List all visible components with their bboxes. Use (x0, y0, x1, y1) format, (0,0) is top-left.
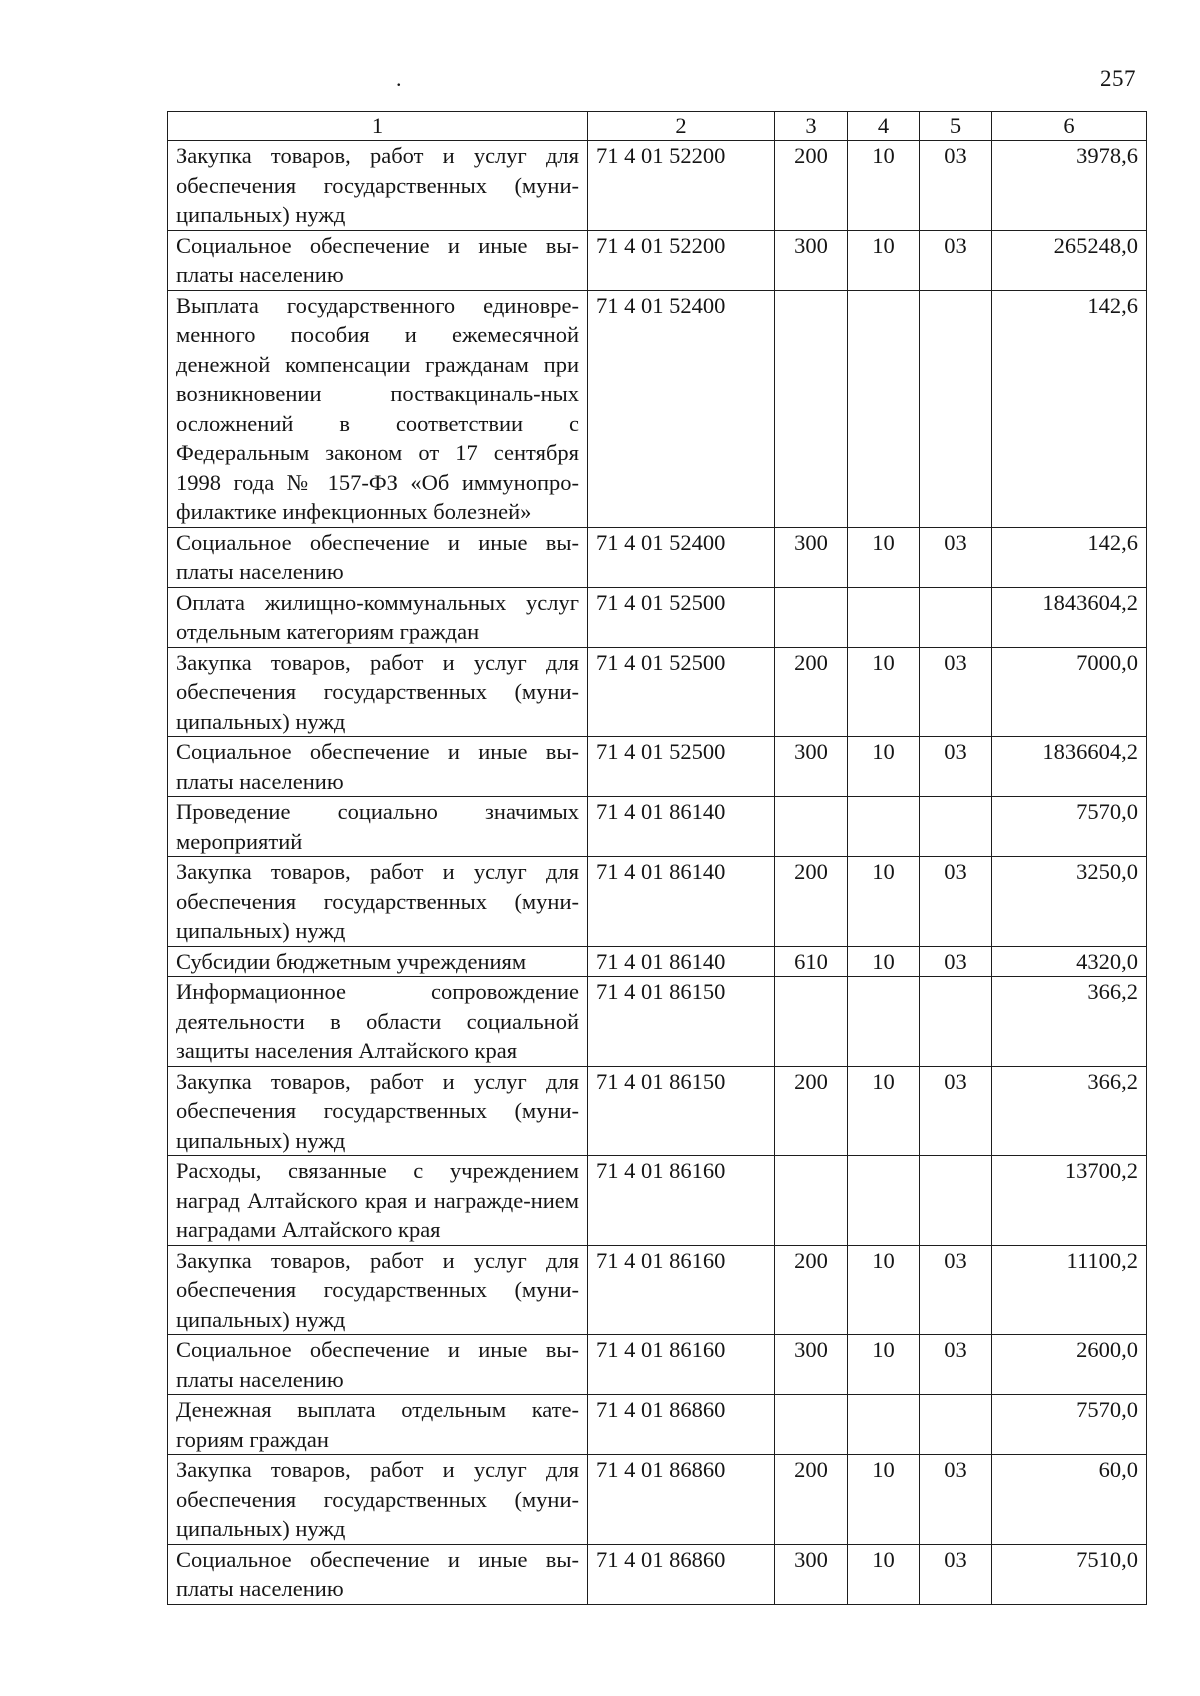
amount-cell: 7510,0 (992, 1544, 1147, 1604)
target-code-cell: 71 4 01 86860 (588, 1455, 775, 1545)
table-row (168, 587, 1147, 647)
amount-cell: 4320,0 (992, 946, 1147, 977)
expense-type-cell (775, 977, 848, 1067)
target-code-cell: 71 4 01 52500 (588, 737, 775, 797)
table-row (168, 1066, 1147, 1156)
expense-type-cell: 300 (775, 1544, 848, 1604)
target-code-cell: 71 4 01 86860 (588, 1544, 775, 1604)
row-name-cell: Информационное сопровождение деятельности в области социальной защиты населения Алтайского края (168, 977, 588, 1067)
target-code-cell: 71 4 01 52200 (588, 141, 775, 231)
amount-cell: 142,6 (992, 527, 1147, 587)
expense-type-cell: 300 (775, 1335, 848, 1395)
row-name-cell: Закупка товаров, работ и услуг для обеспечения государственных (муни-ципальных) нужд (168, 857, 588, 947)
row-name-cell: Выплата государственного единовре-менного пособия и ежемесячной денежной компенсации гражданам при возникновении поствакциналь-ных осложнений в соответствии с Федеральным законом от 17 сентября 1998 года № 157-ФЗ «Об иммунопро-филактике инфекционных болезней» (168, 290, 588, 527)
page-number: 257 (1100, 66, 1136, 91)
target-code-cell: 71 4 01 86140 (588, 797, 775, 857)
subsection-cell: 03 (920, 946, 992, 977)
amount-cell: 1843604,2 (992, 587, 1147, 647)
subsection-cell (920, 1395, 992, 1455)
target-code-cell: 71 4 01 52500 (588, 587, 775, 647)
table-row (168, 1544, 1147, 1604)
subsection-cell: 03 (920, 230, 992, 290)
expense-type-cell (775, 587, 848, 647)
table-row (168, 290, 1147, 527)
section-cell: 10 (848, 647, 920, 737)
stray-mark: . (396, 66, 402, 91)
target-code-cell: 71 4 01 86140 (588, 857, 775, 947)
column-header: 1 (168, 112, 588, 141)
target-code-cell: 71 4 01 86160 (588, 1335, 775, 1395)
expense-type-cell (775, 797, 848, 857)
expense-type-cell: 300 (775, 230, 848, 290)
subsection-cell: 03 (920, 737, 992, 797)
row-name-cell: Закупка товаров, работ и услуг для обеспечения государственных (муни-ципальных) нужд (168, 1066, 588, 1156)
section-cell: 10 (848, 1066, 920, 1156)
row-name-cell: Денежная выплата отдельным кате-гориям граждан (168, 1395, 588, 1455)
amount-cell: 3250,0 (992, 857, 1147, 947)
row-name-cell: Закупка товаров, работ и услуг для обеспечения государственных (муни-ципальных) нужд (168, 1245, 588, 1335)
column-header: 3 (775, 112, 848, 141)
expense-type-cell: 200 (775, 141, 848, 231)
expense-type-cell: 200 (775, 1245, 848, 1335)
column-header: 2 (588, 112, 775, 141)
expense-type-cell (775, 1156, 848, 1246)
target-code-cell: 71 4 01 86160 (588, 1245, 775, 1335)
row-name-cell: Социальное обеспечение и иные вы-платы населению (168, 1335, 588, 1395)
row-name-cell: Социальное обеспечение и иные вы-платы населению (168, 230, 588, 290)
subsection-cell: 03 (920, 647, 992, 737)
subsection-cell: 03 (920, 1455, 992, 1545)
column-header: 5 (920, 112, 992, 141)
amount-cell: 142,6 (992, 290, 1147, 527)
subsection-cell: 03 (920, 1245, 992, 1335)
amount-cell: 60,0 (992, 1455, 1147, 1545)
row-name-cell: Социальное обеспечение и иные вы-платы населению (168, 1544, 588, 1604)
amount-cell: 366,2 (992, 977, 1147, 1067)
header-row (168, 112, 1147, 141)
expense-type-cell: 300 (775, 737, 848, 797)
table-row (168, 1335, 1147, 1395)
subsection-cell (920, 290, 992, 527)
table-row (168, 737, 1147, 797)
table-row (168, 1395, 1147, 1455)
section-cell: 10 (848, 1455, 920, 1545)
section-cell: 10 (848, 737, 920, 797)
section-cell: 10 (848, 946, 920, 977)
section-cell (848, 977, 920, 1067)
table-row (168, 977, 1147, 1067)
target-code-cell: 71 4 01 52400 (588, 290, 775, 527)
row-name-cell: Проведение социально значимых мероприятий (168, 797, 588, 857)
section-cell (848, 1395, 920, 1455)
amount-cell: 7570,0 (992, 1395, 1147, 1455)
amount-cell: 265248,0 (992, 230, 1147, 290)
table-row (168, 647, 1147, 737)
expense-type-cell (775, 1395, 848, 1455)
expense-type-cell: 200 (775, 857, 848, 947)
target-code-cell: 71 4 01 86150 (588, 977, 775, 1067)
table-row (168, 1156, 1147, 1246)
target-code-cell: 71 4 01 86150 (588, 1066, 775, 1156)
amount-cell: 7000,0 (992, 647, 1147, 737)
section-cell: 10 (848, 141, 920, 231)
table-row (168, 1455, 1147, 1545)
row-name-cell: Расходы, связанные с учреждением наград Алтайского края и награжде-нием наградами Алтайского края (168, 1156, 588, 1246)
column-header: 4 (848, 112, 920, 141)
subsection-cell: 03 (920, 857, 992, 947)
section-cell (848, 587, 920, 647)
amount-cell: 1836604,2 (992, 737, 1147, 797)
target-code-cell: 71 4 01 52500 (588, 647, 775, 737)
table-row (168, 857, 1147, 947)
subsection-cell: 03 (920, 1544, 992, 1604)
section-cell: 10 (848, 230, 920, 290)
section-cell: 10 (848, 1245, 920, 1335)
expense-type-cell (775, 290, 848, 527)
table-row (168, 946, 1147, 977)
subsection-cell (920, 587, 992, 647)
expense-type-cell: 610 (775, 946, 848, 977)
amount-cell: 7570,0 (992, 797, 1147, 857)
row-name-cell: Закупка товаров, работ и услуг для обеспечения государственных (муни-ципальных) нужд (168, 141, 588, 231)
target-code-cell: 71 4 01 86160 (588, 1156, 775, 1246)
table-row (168, 527, 1147, 587)
expense-type-cell: 200 (775, 1455, 848, 1545)
amount-cell: 3978,6 (992, 141, 1147, 231)
section-cell: 10 (848, 1335, 920, 1395)
amount-cell: 13700,2 (992, 1156, 1147, 1246)
section-cell: 10 (848, 1544, 920, 1604)
table-body (168, 141, 1147, 1605)
expense-type-cell: 200 (775, 1066, 848, 1156)
section-cell: 10 (848, 527, 920, 587)
table-row (168, 797, 1147, 857)
section-cell (848, 797, 920, 857)
subsection-cell: 03 (920, 1335, 992, 1395)
section-cell (848, 290, 920, 527)
subsection-cell (920, 797, 992, 857)
target-code-cell: 71 4 01 86860 (588, 1395, 775, 1455)
table-row (168, 141, 1147, 231)
amount-cell: 366,2 (992, 1066, 1147, 1156)
subsection-cell: 03 (920, 1066, 992, 1156)
row-name-cell: Социальное обеспечение и иные вы-платы населению (168, 737, 588, 797)
table-row (168, 1245, 1147, 1335)
budget-table (167, 111, 1147, 1605)
subsection-cell: 03 (920, 141, 992, 231)
subsection-cell: 03 (920, 527, 992, 587)
row-name-cell: Закупка товаров, работ и услуг для обеспечения государственных (муни-ципальных) нужд (168, 647, 588, 737)
row-name-cell: Оплата жилищно-коммунальных услуг отдельным категориям граждан (168, 587, 588, 647)
expense-type-cell: 200 (775, 647, 848, 737)
expense-type-cell: 300 (775, 527, 848, 587)
amount-cell: 11100,2 (992, 1245, 1147, 1335)
column-header: 6 (992, 112, 1147, 141)
row-name-cell: Субсидии бюджетным учреждениям (168, 946, 588, 977)
amount-cell: 2600,0 (992, 1335, 1147, 1395)
subsection-cell (920, 1156, 992, 1246)
row-name-cell: Закупка товаров, работ и услуг для обеспечения государственных (муни-ципальных) нужд (168, 1455, 588, 1545)
target-code-cell: 71 4 01 86140 (588, 946, 775, 977)
subsection-cell (920, 977, 992, 1067)
row-name-cell: Социальное обеспечение и иные вы-платы населению (168, 527, 588, 587)
table-row (168, 230, 1147, 290)
target-code-cell: 71 4 01 52400 (588, 527, 775, 587)
section-cell: 10 (848, 857, 920, 947)
target-code-cell: 71 4 01 52200 (588, 230, 775, 290)
section-cell (848, 1156, 920, 1246)
